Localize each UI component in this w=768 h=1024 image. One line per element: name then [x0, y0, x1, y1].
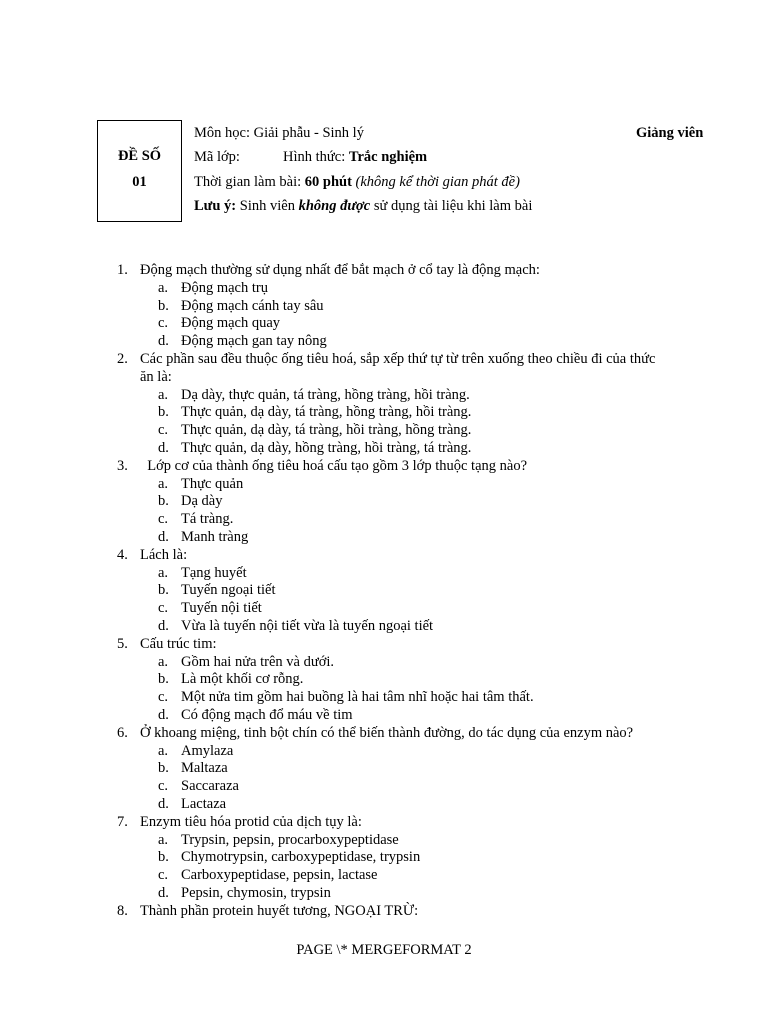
duration-note: (không kể thời gian phát đề): [355, 174, 520, 190]
answer-option: [158, 422, 471, 439]
answer-option: [158, 493, 222, 510]
option-text: Tuyến nội tiết: [181, 600, 262, 617]
option-text: Thực quản, dạ dày, tá tràng, hồng tràng, hồi tràng.: [181, 404, 472, 421]
option-text: Thực quản: [181, 475, 244, 492]
question: [117, 262, 540, 279]
answer-option: [158, 440, 471, 457]
answer-option: [158, 849, 420, 866]
exam-code-label: ĐỀ SỐ: [117, 148, 162, 164]
option-letter: d.: [158, 885, 169, 901]
option-text: Dạ dày: [181, 493, 223, 510]
answer-option: [158, 298, 324, 315]
answer-option: [158, 654, 334, 671]
question: [117, 351, 655, 368]
duration-label: Thời gian làm bài:: [194, 174, 302, 190]
answer-option: [158, 315, 280, 332]
exam-code-number: 01: [132, 174, 147, 190]
option-letter: c.: [158, 315, 169, 332]
option-text: Thực quản, dạ dày, hồng tràng, hồi tràng, tá tràng.: [181, 440, 472, 456]
option-text: Tuyến ngoại tiết: [181, 582, 276, 599]
question: [117, 814, 362, 831]
option-text: Trypsin, pepsin, procarboxypeptidase: [181, 831, 399, 848]
answer-option: [158, 867, 378, 884]
option-letter: b.: [158, 849, 169, 866]
option-text: Là một khối cơ rỗng.: [181, 671, 304, 688]
option-text: Động mạch cánh tay sâu: [181, 297, 324, 314]
subject-line: [194, 125, 364, 142]
option-text: Một nửa tim gồm hai buồng là hai tâm nhĩ hoặc hai tâm thất.: [181, 689, 534, 706]
answer-option: [158, 582, 276, 599]
option-letter: b.: [158, 404, 169, 421]
option-text: Có động mạch đổ máu về tim: [181, 707, 353, 723]
question: [117, 547, 187, 564]
option-letter: a.: [158, 653, 169, 670]
option-text: Pepsin, chymosin, trypsin: [181, 885, 331, 901]
question-text: Cấu trúc tim:: [140, 635, 217, 652]
lecturer-label: Giảng viên: [636, 125, 704, 141]
option-letter: c.: [158, 689, 169, 706]
option-text: Amylaza: [181, 742, 234, 759]
option-letter: b.: [158, 297, 169, 314]
option-text: Carboxypeptidase, pepsin, lactase: [181, 867, 378, 884]
answer-option: [158, 387, 470, 404]
note-post: sử dụng tài liệu khi làm bài: [373, 198, 533, 214]
question-number: 1.: [117, 262, 128, 278]
option-text: Tạng huyết: [181, 564, 247, 581]
option-letter: d.: [158, 529, 169, 545]
format-value: Trắc nghiệm: [348, 149, 428, 165]
question-text: Lách là:: [140, 546, 188, 563]
option-text: Vừa là tuyến nội tiết vừa là tuyến ngoại tiết: [181, 618, 434, 634]
option-text: Động mạch trụ: [181, 279, 268, 296]
answer-option: [158, 404, 471, 421]
note-pre: Sinh viên: [239, 198, 295, 214]
option-letter: a.: [158, 279, 169, 296]
answer-option: [158, 618, 433, 635]
option-text: Động mạch gan tay nông: [181, 333, 327, 350]
answer-option: [158, 832, 399, 849]
option-text: Chymotrypsin, carboxypeptidase, trypsin: [181, 849, 421, 866]
answer-option: [158, 565, 247, 582]
note-emphasis: không được: [298, 198, 371, 214]
question-text: Ở khoang miệng, tinh bột chín có thể biến thành đường, do tác dụng của enzym nào?: [140, 724, 634, 741]
question: [117, 903, 418, 920]
option-letter: a.: [158, 831, 169, 848]
answer-option: [158, 529, 248, 546]
answer-option: [158, 511, 233, 528]
question-text: Enzym tiêu hóa protid của dịch tụy là:: [140, 813, 362, 830]
note-label: Lưu ý:: [194, 198, 237, 214]
option-letter: b.: [158, 582, 169, 599]
option-text: Manh tràng: [181, 529, 249, 545]
option-letter: b.: [158, 493, 169, 510]
answer-option: [158, 600, 262, 617]
class-code-label: Mã lớp:: [194, 149, 240, 165]
exam-code-box: [97, 120, 182, 222]
option-letter: d.: [158, 333, 169, 350]
question-text: Động mạch thường sử dụng nhất để bắt mạch ở cổ tay là động mạch:: [140, 262, 540, 278]
question-number: 3.: [117, 457, 128, 474]
option-letter: a.: [158, 475, 169, 492]
duration-value: 60 phút: [304, 174, 352, 190]
option-letter: a.: [158, 742, 169, 759]
class-format-line: [194, 149, 427, 166]
option-letter: b.: [158, 760, 169, 777]
answer-option: [158, 885, 331, 902]
option-letter: b.: [158, 671, 169, 688]
answer-option: [158, 743, 233, 760]
answer-option: [158, 333, 327, 350]
option-text: Dạ dày, thực quản, tá tràng, hồng tràng, hồi tràng.: [181, 386, 470, 403]
question-text: Các phần sau đều thuộc ống tiêu hoá, sắp xếp thứ tự từ trên xuống theo chiều đi của thức: [140, 351, 656, 367]
duration-line: [194, 174, 520, 191]
question-number: 4.: [117, 546, 128, 563]
option-text: Maltaza: [181, 760, 228, 777]
note-line: [194, 198, 532, 215]
option-letter: d.: [158, 796, 169, 812]
question: [117, 725, 633, 742]
question: [117, 458, 527, 475]
answer-option: [158, 671, 303, 688]
option-letter: c.: [158, 422, 169, 439]
option-letter: c.: [158, 867, 169, 884]
page-footer: PAGE \* MERGEFORMAT 2: [296, 942, 472, 958]
question-text-continued: ăn là:: [140, 368, 172, 385]
question-number: 5.: [117, 635, 128, 652]
option-letter: c.: [158, 600, 169, 617]
option-letter: d.: [158, 440, 169, 456]
subject-text: Môn học: Giải phẫu - Sinh lý: [194, 125, 364, 141]
option-letter: c.: [158, 778, 169, 795]
question-number: 7.: [117, 813, 128, 830]
answer-option: [158, 280, 268, 297]
option-letter: d.: [158, 618, 169, 634]
answer-option: [158, 689, 534, 706]
question-number: 2.: [117, 351, 128, 367]
option-text: Thực quản, dạ dày, tá tràng, hồi tràng, hồng tràng.: [181, 422, 472, 439]
option-letter: a.: [158, 386, 169, 403]
option-letter: d.: [158, 707, 169, 723]
answer-option: [158, 476, 243, 493]
option-text: Saccaraza: [181, 778, 239, 795]
question-text: Lớp cơ của thành ống tiêu hoá cấu tạo gồm 3 lớp thuộc tạng nào?: [140, 457, 528, 474]
question-text: Thành phần protein huyết tương, NGOẠI TRỪ:: [140, 902, 419, 919]
option-text: Gồm hai nửa trên và dưới.: [181, 653, 335, 670]
question: [117, 636, 217, 653]
option-letter: a.: [158, 564, 169, 581]
answer-option: [158, 760, 228, 777]
option-text: Động mạch quay: [181, 315, 281, 332]
answer-option: [158, 796, 226, 813]
question-number: 8.: [117, 902, 128, 919]
option-text: Lactaza: [181, 796, 227, 812]
answer-option: [158, 778, 239, 795]
option-text: Tá tràng.: [181, 511, 234, 528]
option-letter: c.: [158, 511, 169, 528]
question-number: 6.: [117, 724, 128, 741]
answer-option: [158, 707, 353, 724]
format-label: Hình thức:: [283, 149, 346, 165]
